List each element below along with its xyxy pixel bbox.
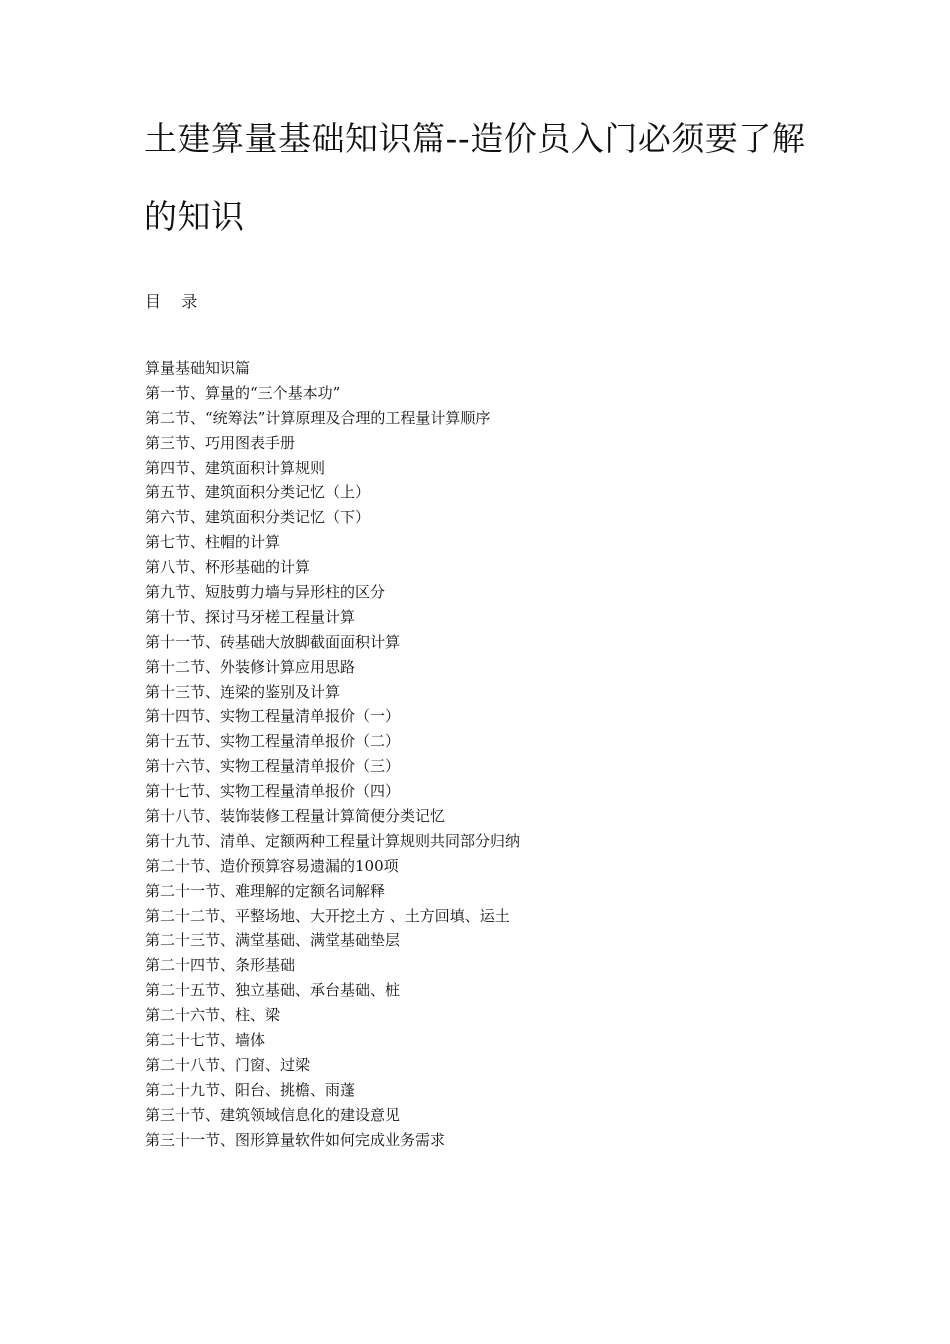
- toc-item: 第三节、巧用图表手册: [145, 433, 296, 452]
- toc-list: [145, 356, 520, 1153]
- toc-item: 第三十一节、图形算量软件如何完成业务需求: [145, 1130, 446, 1149]
- toc-item: 第二十三节、满堂基础、满堂基础垫层: [145, 931, 401, 950]
- toc-item: 第二十四节、条形基础: [145, 956, 296, 975]
- toc-item: 第十五节、实物工程量清单报价（二）: [145, 732, 401, 751]
- toc-item: 第二十一节、难理解的定额名词解释: [145, 881, 386, 900]
- toc-item: 第二十九节、阳台、挑檐、雨蓬: [145, 1080, 356, 1099]
- toc-item: 第十一节、砖基础大放脚截面面积计算: [145, 632, 401, 651]
- toc-heading: 目 录: [145, 292, 198, 311]
- toc-item: 第十四节、实物工程量清单报价（一）: [145, 707, 401, 726]
- document-title: 土建算量基础知识篇--造价员入门必须要了解的知识: [144, 119, 806, 236]
- toc-item: 第五节、建筑面积分类记忆（上）: [145, 483, 371, 502]
- toc-item: 第四节、建筑面积计算规则: [145, 458, 326, 477]
- toc-item: 算量基础知识篇: [145, 359, 251, 377]
- toc-item: 第九节、短肢剪力墙与异形柱的区分: [145, 583, 386, 602]
- toc-item: 第八节、杯形基础的计算: [145, 558, 311, 577]
- toc-item: 第二十八节、门窗、过梁: [145, 1055, 311, 1074]
- toc-item: 第十八节、装饰装修工程量计算简便分类记忆: [145, 807, 446, 826]
- toc-item: 第十七节、实物工程量清单报价（四）: [145, 782, 401, 801]
- toc-item: 第十三节、连梁的鉴别及计算: [145, 682, 341, 701]
- toc-item: 第二节、“统筹法”计算原理及合理的工程量计算顺序: [145, 408, 491, 427]
- toc-item: 第二十五节、独立基础、承台基础、桩: [145, 981, 401, 1000]
- toc-item: 第十二节、外装修计算应用思路: [145, 657, 356, 676]
- toc-item: 第六节、建筑面积分类记忆（下）: [145, 508, 371, 527]
- toc-item: 第二十节、造价预算容易遗漏的100项: [145, 856, 399, 875]
- toc-item: 第二十七节、墙体: [145, 1031, 266, 1050]
- toc-item: 第二十六节、柱、梁: [145, 1006, 281, 1025]
- toc-item: 第七节、柱帽的计算: [145, 533, 281, 552]
- toc-item: 第二十二节、平整场地、大开挖土方 、土方回填、运土: [145, 906, 510, 925]
- toc-item: 第三十节、建筑领域信息化的建设意见: [145, 1105, 401, 1124]
- toc-item: 第十六节、实物工程量清单报价（三）: [145, 757, 401, 776]
- toc-item: 第十九节、清单、定额两种工程量计算规则共同部分归纳: [145, 831, 521, 850]
- toc-item: 第一节、算量的“三个基本功”: [145, 383, 341, 402]
- toc-item: 第十节、探讨马牙槎工程量计算: [145, 607, 356, 626]
